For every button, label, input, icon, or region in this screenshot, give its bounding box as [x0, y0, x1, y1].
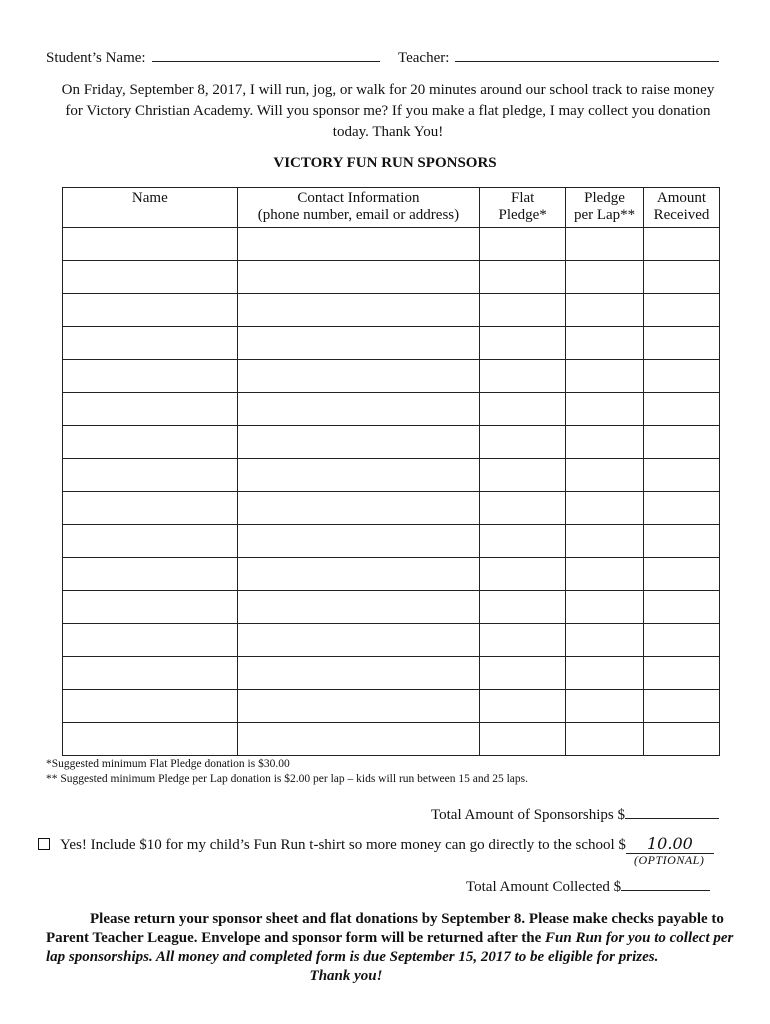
cell-name[interactable]	[63, 591, 238, 624]
closing-text-1: Please return your sponsor sheet and flat donations by September 8. Please make checks payable to Parent Teacher League. Envelope and sponsor form will be returned after the	[46, 911, 724, 946]
cell-pledge-per-lap[interactable]	[566, 624, 644, 657]
cell-amount-received[interactable]	[644, 690, 720, 723]
cell-pledge-per-lap[interactable]	[566, 393, 644, 426]
cell-pledge-per-lap[interactable]	[566, 459, 644, 492]
cell-name[interactable]	[63, 426, 238, 459]
intro-paragraph: On Friday, September 8, 2017, I will run, jog, or walk for 20 minutes around our school track to raise money for Victory Christian Academy. Will you sponsor me? If you make a flat pledge, I may collect you donation today. Thank You!	[61, 82, 715, 140]
cell-pledge-per-lap[interactable]	[566, 723, 644, 756]
cell-name[interactable]	[63, 690, 238, 723]
cell-flat-pledge[interactable]	[480, 294, 566, 327]
table-row	[63, 525, 720, 558]
total-sponsorships-row	[431, 804, 719, 824]
table-row	[63, 459, 720, 492]
cell-amount-received[interactable]	[644, 558, 720, 591]
tshirt-label: Yes! Include $10 for my child’s Fun Run t-shirt so more money can go directly to the school $	[60, 837, 626, 853]
cell-contact[interactable]	[237, 657, 480, 690]
cell-name[interactable]	[63, 327, 238, 360]
table-row	[63, 723, 720, 756]
teacher-label: Teacher:	[398, 50, 450, 66]
table-row	[63, 393, 720, 426]
cell-amount-received[interactable]	[644, 624, 720, 657]
total-sponsorships-label: Total Amount of Sponsorships $	[431, 807, 625, 823]
cell-pledge-per-lap[interactable]	[566, 558, 644, 591]
cell-pledge-per-lap[interactable]	[566, 591, 644, 624]
optional-label: (OPTIONAL)	[634, 853, 705, 867]
cell-flat-pledge[interactable]	[480, 459, 566, 492]
cell-name[interactable]	[63, 228, 238, 261]
teacher-input[interactable]	[455, 46, 719, 62]
cell-contact[interactable]	[237, 426, 480, 459]
cell-pledge-per-lap[interactable]	[566, 690, 644, 723]
cell-flat-pledge[interactable]	[480, 624, 566, 657]
cell-contact[interactable]	[237, 261, 480, 294]
column-header-amount-received: Amount Received	[644, 188, 720, 228]
cell-contact[interactable]	[237, 492, 480, 525]
cell-contact[interactable]	[237, 591, 480, 624]
total-collected-row	[466, 876, 710, 896]
page-title: VICTORY FUN RUN SPONSORS	[273, 155, 497, 171]
tshirt-row	[38, 834, 714, 854]
cell-name[interactable]	[63, 525, 238, 558]
cell-amount-received[interactable]	[644, 492, 720, 525]
cell-pledge-per-lap[interactable]	[566, 657, 644, 690]
closing-paragraph	[46, 910, 746, 986]
cell-amount-received[interactable]	[644, 591, 720, 624]
cell-amount-received[interactable]	[644, 393, 720, 426]
column-header-flat-pledge: Flat Pledge*	[480, 188, 566, 228]
tshirt-amount-input[interactable]: 10.00	[626, 834, 714, 854]
cell-pledge-per-lap[interactable]	[566, 228, 644, 261]
table-row	[63, 426, 720, 459]
cell-pledge-per-lap[interactable]	[566, 525, 644, 558]
cell-name[interactable]	[63, 492, 238, 525]
closing-text-2: Fun Run for you to collect per lap sponsorships. All money and completed form is due September 15, 2017 to be eligible for prizes.	[46, 930, 734, 965]
cell-amount-received[interactable]	[644, 294, 720, 327]
cell-flat-pledge[interactable]	[480, 360, 566, 393]
table-row	[63, 327, 720, 360]
cell-flat-pledge[interactable]	[480, 558, 566, 591]
student-name-field	[46, 46, 380, 67]
cell-contact[interactable]	[237, 525, 480, 558]
table-row	[63, 228, 720, 261]
tshirt-checkbox[interactable]	[38, 838, 50, 850]
cell-amount-received[interactable]	[644, 261, 720, 294]
cell-contact[interactable]	[237, 393, 480, 426]
table-row	[63, 657, 720, 690]
cell-flat-pledge[interactable]	[480, 525, 566, 558]
cell-name[interactable]	[63, 393, 238, 426]
cell-contact[interactable]	[237, 690, 480, 723]
sponsor-table	[62, 187, 720, 756]
cell-contact[interactable]	[237, 228, 480, 261]
teacher-field	[398, 46, 719, 67]
cell-flat-pledge[interactable]	[480, 657, 566, 690]
cell-contact[interactable]	[237, 723, 480, 756]
table-header-row	[63, 188, 720, 228]
table-row	[63, 360, 720, 393]
cell-pledge-per-lap[interactable]	[566, 327, 644, 360]
column-header-pledge-per-lap: Pledge per Lap**	[566, 188, 644, 228]
cell-flat-pledge[interactable]	[480, 393, 566, 426]
cell-amount-received[interactable]	[644, 327, 720, 360]
total-collected-label: Total Amount Collected $	[466, 879, 622, 895]
cell-pledge-per-lap[interactable]	[566, 426, 644, 459]
cell-name[interactable]	[63, 723, 238, 756]
cell-pledge-per-lap[interactable]	[566, 294, 644, 327]
table-row	[63, 591, 720, 624]
cell-pledge-per-lap[interactable]	[566, 360, 644, 393]
cell-flat-pledge[interactable]	[480, 690, 566, 723]
cell-amount-received[interactable]	[644, 426, 720, 459]
cell-flat-pledge[interactable]	[480, 426, 566, 459]
table-row	[63, 624, 720, 657]
header-row	[46, 46, 722, 66]
cell-name[interactable]	[63, 624, 238, 657]
footnote-flat-pledge: *Suggested minimum Flat Pledge donation is $30.00	[46, 758, 290, 770]
cell-name[interactable]	[63, 459, 238, 492]
table-row	[63, 492, 720, 525]
footnotes	[46, 757, 528, 787]
cell-name[interactable]	[63, 261, 238, 294]
cell-name[interactable]	[63, 558, 238, 591]
cell-contact[interactable]	[237, 624, 480, 657]
cell-contact[interactable]	[237, 327, 480, 360]
cell-pledge-per-lap[interactable]	[566, 492, 644, 525]
cell-contact[interactable]	[237, 360, 480, 393]
cell-flat-pledge[interactable]	[480, 261, 566, 294]
cell-amount-received[interactable]	[644, 228, 720, 261]
cell-amount-received[interactable]	[644, 525, 720, 558]
closing-thanks: Thank you!	[309, 968, 383, 984]
cell-amount-received[interactable]	[644, 459, 720, 492]
table-row	[63, 558, 720, 591]
cell-contact[interactable]	[237, 558, 480, 591]
cell-flat-pledge[interactable]	[480, 228, 566, 261]
column-header-contact: Contact Information (phone number, email or address)	[237, 188, 480, 228]
total-collected-input[interactable]	[621, 876, 710, 891]
table-row	[63, 261, 720, 294]
cell-name[interactable]	[63, 294, 238, 327]
cell-name[interactable]	[63, 657, 238, 690]
table-row	[63, 294, 720, 327]
cell-contact[interactable]	[237, 459, 480, 492]
cell-amount-received[interactable]	[644, 723, 720, 756]
footnote-per-lap: ** Suggested minimum Pledge per Lap donation is $2.00 per lap – kids will run between 15 and 25 laps.	[46, 773, 528, 785]
cell-flat-pledge[interactable]	[480, 492, 566, 525]
column-header-name: Name	[63, 188, 238, 228]
table-row	[63, 690, 720, 723]
cell-contact[interactable]	[237, 294, 480, 327]
cell-pledge-per-lap[interactable]	[566, 261, 644, 294]
cell-amount-received[interactable]	[644, 657, 720, 690]
student-name-input[interactable]	[152, 46, 380, 62]
cell-amount-received[interactable]	[644, 360, 720, 393]
total-sponsorships-input[interactable]	[625, 804, 719, 819]
cell-flat-pledge[interactable]	[480, 327, 566, 360]
student-name-label: Student’s Name:	[46, 50, 146, 66]
cell-flat-pledge[interactable]	[480, 591, 566, 624]
cell-name[interactable]	[63, 360, 238, 393]
cell-flat-pledge[interactable]	[480, 723, 566, 756]
